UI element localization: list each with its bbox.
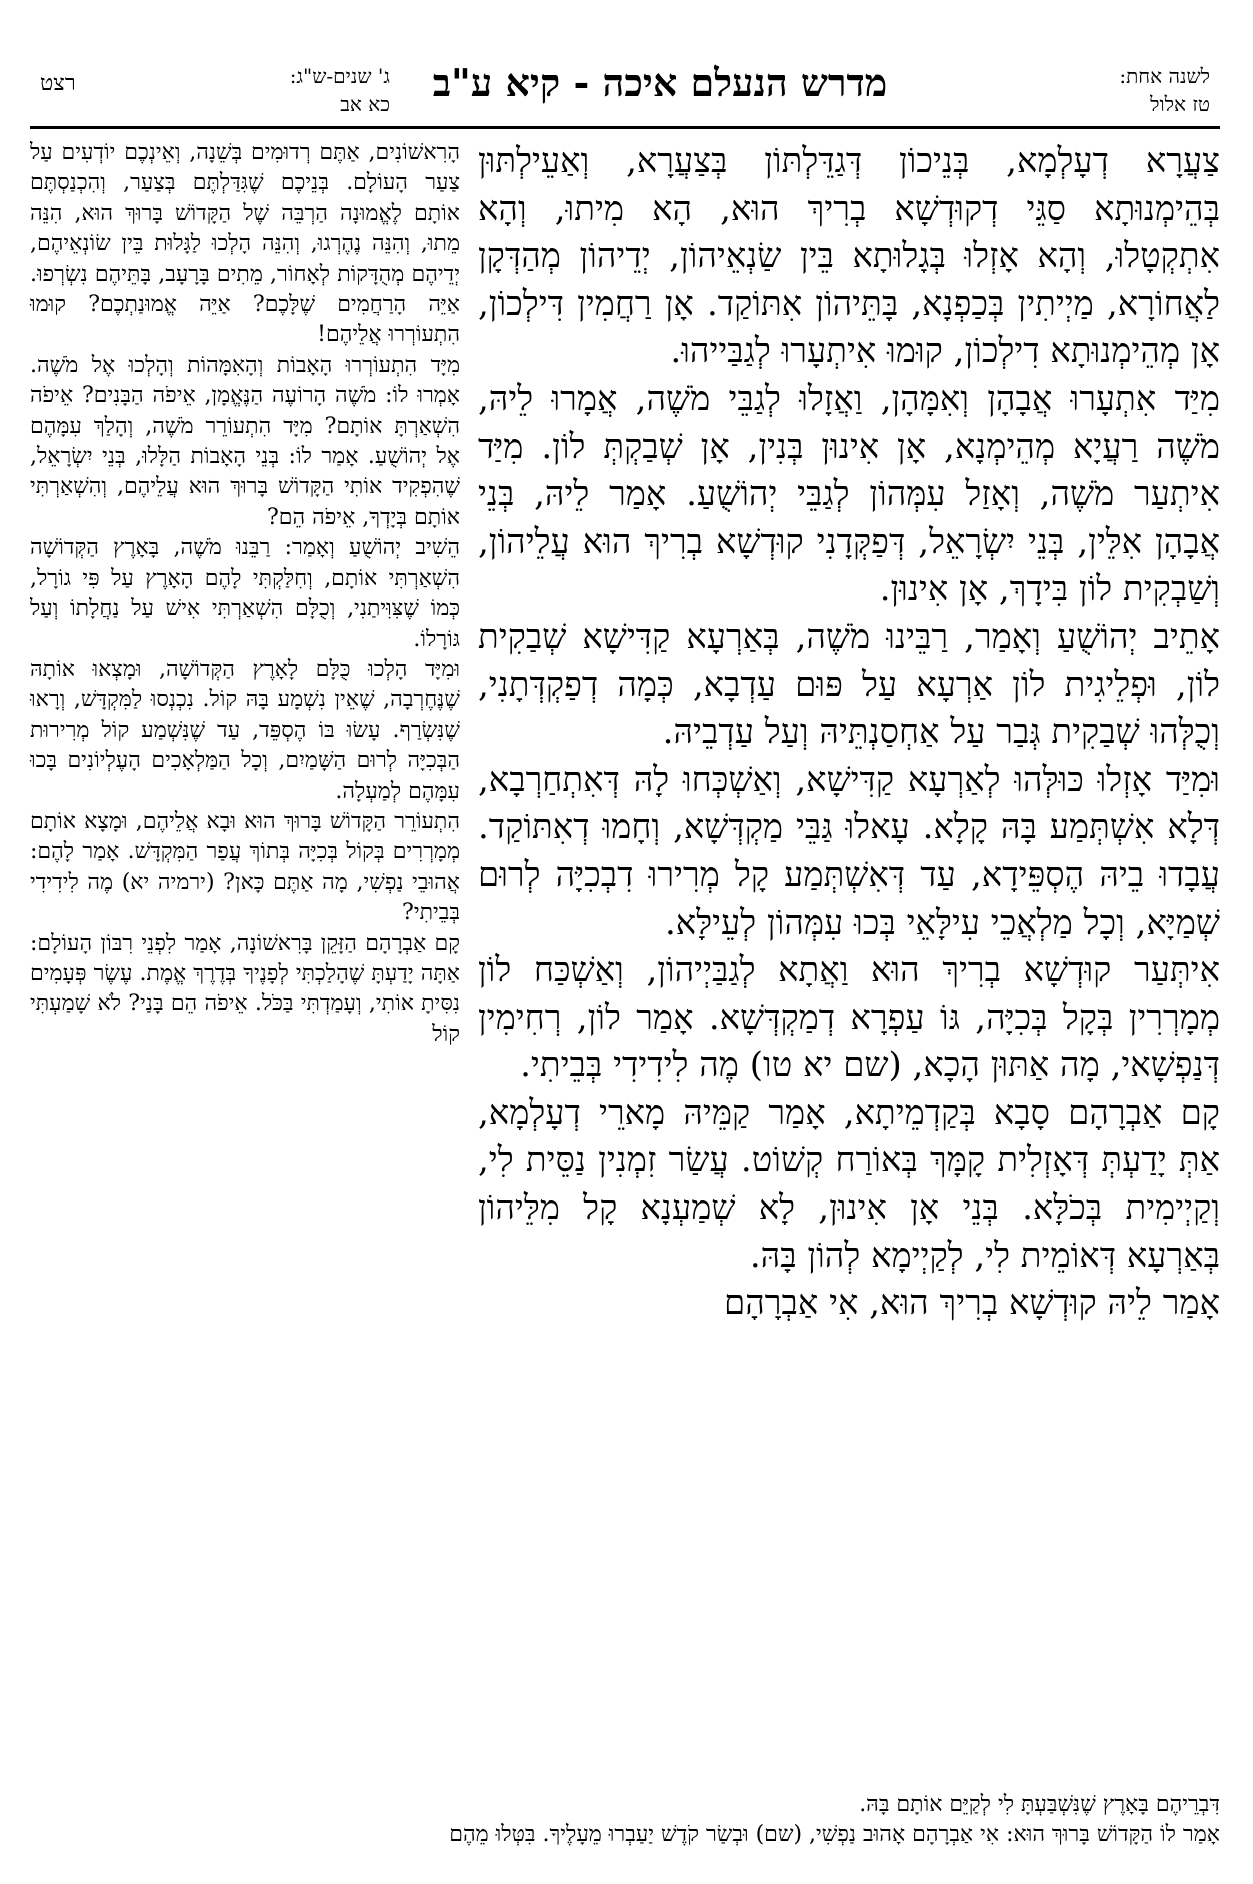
side-paragraph: הִתְעוֹרֵר הַקָּדוֹשׁ בָּרוּךְ הוּא וּבָא אֲלֵיהֶם, וּמָצָא אוֹתָם מְמָרְרִים בְּקוֹל בְּכִיָּה בְּתוֹךְ עֲפַר הַמִּקְדָּשׁ. אָמַר לָהֶם: אֲהוּבֵי נַפְשִׁי, מָה אַתֶּם כָּאן? (ירמיה יא) מֶה לִידִידִי בְּבֵיתִי? bbox=[30, 808, 460, 926]
hebrew-translation-column bbox=[30, 138, 460, 1050]
header-left-line1: ג' שנים-ש"ג: bbox=[289, 64, 390, 88]
bottom-paragraph: אָמַר לוֹ הַקָּדוֹשׁ בָּרוּךְ הוּא: אִי אַבְרָהָם אָהוּב נַפְשִׁי, (שם) וּבְשַׂר קֹדֶשׁ יַעַבְרוּ מֵעָלֶיךָ. בִּטְּלוּ מֵהֶם bbox=[449, 1822, 1220, 1847]
side-paragraph: קָם אַבְרָהָם הַזָּקֵן בָּרִאשׁוֹנָה, אָמַר לִפְנֵי רִבּוֹן הָעוֹלָם: אַתָּה יָדַעְתָּ שֶׁהָלַכְתִּי לְפָנֶיךָ בְּדֶרֶךְ אֱמֶת. עֶשֶׂר פְּעָמִים נִסִּיתָ אוֹתִי, וְעָמַדְתִּי בַּכֹּל. אֵיפֹה הֵם בָּנַי? לֹא שָׁמַעְתִּי קוֹל bbox=[30, 930, 460, 1047]
main-paragraph: צַעֲרָא דְעָלְמָא, בְּנֵיכוֹן דְּגַדֵּלְתּוֹן בְּצַעֲרָא, וְאַעֵילְתּוּן בְּהֵימְנוּתָא סַגֵּי דְקוּדְשָׁא בְרִיךְ הוּא, הָא מִיתוּ, וְהָא אִתְקְטָלוּ, וְהָא אָזְלוּ בְּגָלוּתָא בֵּין שַׂנְאֵיהוֹן, יְדֵיהוֹן מְהַדְּקָן לַאֲחוֹרָא, מַיְיתִין בְּכַפְנָא, בָּתֵּיהוֹן אִתּוֹקַד. אָן רַחֲמִין דִּילְכוֹן, אָן מְהֵימְנוּתָא דִילְכוֹן, קוּמוּ אִיתְעָרוּ לְגַבַּייהוּ. bbox=[478, 141, 1220, 372]
main-paragraph: אָמַר לֵיהּ קוּדְשָׁא בְרִיךְ הוּא, אִי אַבְרָהָם bbox=[724, 1283, 1220, 1324]
header-divider bbox=[30, 126, 1220, 129]
page-title: מדרש הנעלם איכה - קיא ע"ב bbox=[432, 60, 888, 105]
header-left-note bbox=[170, 62, 390, 118]
side-paragraph: מִיָּד הִתְעוֹרְרוּ הָאָבוֹת וְהָאִמָּהוֹת וְהָלְכוּ אֶל מֹשֶׁה. אָמְרוּ לוֹ: מֹשֶׁה הָרוֹעֶה הַנֶּאֱמָן, אֵיפֹה הַבָּנִים? אֵיפֹה הִשְׁאַרְתָּ אוֹתָם? מִיָּד הִתְעוֹרֵר מֹשֶׁה, וְהָלַךְ עִמָּהֶם אֶל יְהוֹשֻׁעַ. אָמַר לוֹ: בְּנֵי הָאָבוֹת הַלָּלוּ, בְּנֵי יִשְׂרָאֵל, שֶׁהִפְקִיד אוֹתִי הַקָּדוֹשׁ בָּרוּךְ הוּא עֲלֵיהֶם, וְהִשְׁאַרְתִּי אוֹתָם בְּיָדְךָ, אֵיפֹה הֵם? bbox=[30, 352, 460, 530]
header-right-line2: טז אלול bbox=[1150, 92, 1210, 116]
running-header bbox=[30, 60, 1220, 130]
page-number: רצט bbox=[40, 71, 76, 96]
header-right-note bbox=[1010, 62, 1210, 118]
side-paragraph: הָרִאשׁוֹנִים, אַתֶּם רְדוּמִים בְּשֵׁנָה, וְאֵינְכֶם יוֹדְעִים עַל צַעַר הָעוֹלָם. בְּנֵיכֶם שֶׁגִּדַּלְתֶּם בְּצַעַר, וְהִכְנַסְתֶּם אוֹתָם לֶאֱמוּנָה הַרְבֵּה שֶׁל הַקָּדוֹשׁ בָּרוּךְ הוּא, הִנֵּה מֵתוּ, וְהִנֵּה נֶהֶרְגוּ, וְהִנֵּה הָלְכוּ לַגָּלוּת בֵּין שׂוֹנְאֵיהֶם, יְדֵיהֶם מְהֻדָּקוֹת לְאָחוֹר, מֵתִים בָּרָעָב, בָּתֵּיהֶם נִשְׂרְפוּ. אַיֵּה הָרַחֲמִים שֶׁלָּכֶם? אַיֵּה אֱמוּנַתְכֶם? קוּמוּ הִתְעוֹרְרוּ אֲלֵיהֶם! bbox=[30, 140, 460, 348]
bottom-translation-text bbox=[30, 1790, 1220, 1850]
main-paragraph: וּמִיַּד אָזְלוּ כּוּלְּהוּ לְאַרְעָא קַדִּישָׁא, וְאַשְׁכְּחוּ לָהּ דְּאִתְחַרְבָא, דְּלָא אִשְׁתְּמַע בָּהּ קָלָא. עָאלוּ גַּבֵּי מַקְדְּשָׁא, וְחָמוּ דְאִתּוֹקַד. עֲבָדוּ בֵיהּ הֶסְפֵּידָא, עַד דְּאִשְׁתְּמַע קָל מְרִירוּ דִבְכִיָּה לְרוּם שְׁמַיָּא, וְכָל מַלְאֲכֵי עִילָּאֵי בְּכוּ עִמְּהוֹן לְעֵילָּא. bbox=[478, 759, 1220, 943]
aramaic-main-text bbox=[478, 138, 1220, 1328]
side-paragraph: וּמִיָּד הָלְכוּ כֻּלָּם לָאָרֶץ הַקְּדוֹשָׁה, וּמָצְאוּ אוֹתָהּ שֶׁנֶּחֶרְבָה, שֶׁאֵין נִשְׁמָע בָּהּ קוֹל. נִכְנְסוּ לַמִּקְדָּשׁ, וְרָאוּ שֶׁנִּשְׂרַף. עָשׂוּ בּוֹ הֶסְפֵּד, עַד שֶׁנִּשְׁמַע קוֹל מְרִירוּת הַבְּכִיָּה לְרוּם הַשָּׁמַיִם, וְכָל הַמַּלְאָכִים הָעֶלְיוֹנִים בָּכוּ עִמָּהֶם לְמַעְלָה. bbox=[30, 656, 460, 804]
side-paragraph: הֵשִׁיב יְהוֹשֻׁעַ וְאָמַר: רַבֵּנוּ מֹשֶׁה, בָּאָרֶץ הַקְּדוֹשָׁה הִשְׁאַרְתִּי אוֹתָם, וְחִלַּקְתִּי לָהֶם הָאָרֶץ עַל פִּי גוֹרָל, כְּמוֹ שֶׁצִּוִּיתַנִי, וְכֻלָּם הִשְׁאַרְתִּי אִישׁ עַל נַחֲלָתוֹ וְעַל גּוֹרָלוֹ. bbox=[30, 535, 460, 652]
header-right-line1: לשנה אחת: bbox=[1119, 64, 1210, 88]
header-left-line2: כא אב bbox=[340, 92, 390, 116]
main-paragraph: מִיַּד אִתְעָרוּ אֲבָהָן וְאִמָּהָן, וַאֲזָלוּ לְגַבֵּי מֹשֶׁה, אֲמָרוּ לֵיהּ, מֹשֶׁה רַעֲיָא מְהֵימְנָא, אָן אִינוּן בְּנִין, אָן שְׁבַקְתְּ לוֹן. מִיַּד אִיתְעַר מֹשֶׁה, וְאָזַל עִמְּהוֹן לְגַבֵּי יְהוֹשֻׁעַ. אָמַר לֵיהּ, בְּנֵי אֲבָהָן אִלֵּין, בְּנֵי יִשְׂרָאֵל, דְּפַקְּדָנִי קוּדְשָׁא בְרִיךְ הוּא עֲלֵיהוֹן, וְשַׁבְקִית לוֹן בִּידָךְ, אָן אִינוּן. bbox=[478, 378, 1220, 610]
main-paragraph: אִיתְּעַר קוּדְשָׁא בְרִיךְ הוּא וַאֲתָא לְגַבַּיְיהוֹן, וְאַשְׁכַּח לוֹן מְמָרְרִין בְּקָל בְּכִיָּה, גּוֹ עַפְרָא דְמַקְדְּשָׁא. אָמַר לוֹן, רְחִימִין דְּנַפְשָׁאי, מָה אַתּוּן הָכָא, (שם יא טו) מֶה לִידִידִי בְּבֵיתִי. bbox=[478, 950, 1220, 1086]
main-paragraph: קָם אַבְרָהָם סָבָא בְּקַדְמֵיתָא, אָמַר קַמֵּיהּ מָארֵי דְעָלְמָא, אַתְּ יָדַעְתְּ דְּאָזְלִית קָמָּךְ בְּאוֹרַח קְשׁוֹט. עֲשַׂר זִמְנִין נַסֵּית לִי, וְקַיְימִית בְּכֹלָּא. בְּנֵי אָן אִינוּן, לָא שְׁמַעְנָא קָל מִלֵּיהוֹן בְּאַרְעָא דְּאוֹמֵית לִי, לְקַיְימָא לְהוֹן בָּהּ. bbox=[478, 1092, 1220, 1276]
main-paragraph: אָתֵיב יְהוֹשֻׁעַ וְאָמַר, רַבֵּינוּ מֹשֶׁה, בְּאַרְעָא קַדִּישָׁא שְׁבַקִית לוֹן, וּפְלֵיגִית לוֹן אַרְעָא עַל פּוּם עַדְבָא, כְּמָה דְפַקְדְּתָנִי, וְכֻלְּהוּ שְׁבַקִית גְּבַר עַל אַחְסַנְתֵּיהּ וְעַל עַדְבֵיהּ. bbox=[478, 616, 1220, 753]
bottom-paragraph: דִּבְרֵיהֶם בָּאָרֶץ שֶׁנִּשְׁבַּעְתָּ לִי לְקַיֵּם אוֹתָם בָּהּ. bbox=[859, 1792, 1220, 1817]
